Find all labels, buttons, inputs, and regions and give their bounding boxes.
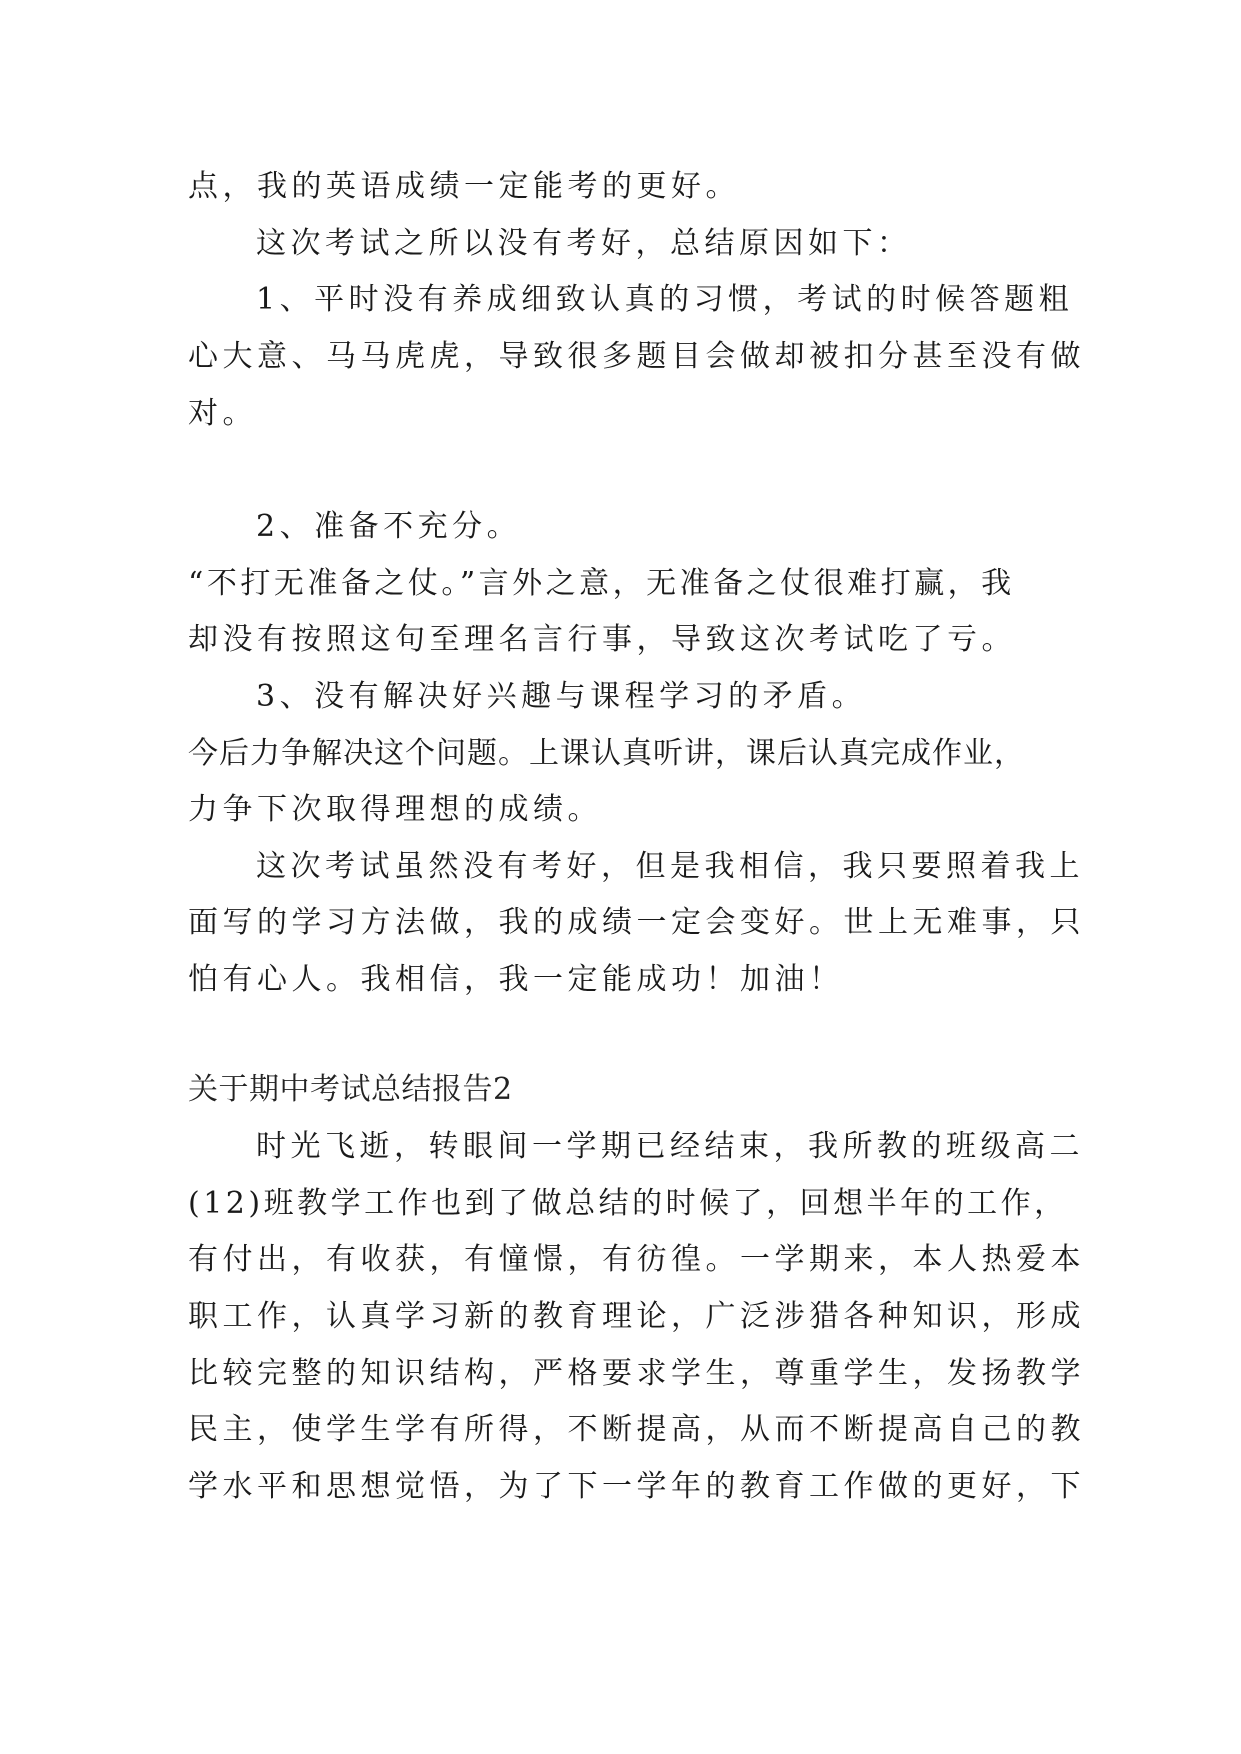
text-line: 力争下次取得理想的成绩。 (188, 792, 602, 827)
text-line: 面写的学习方法做，我的成绩一定会变好。世上无难事，只 (188, 905, 1085, 940)
text-line: 心大意、马马虎虎，导致很多题目会做却被扣分甚至没有做 (188, 339, 1085, 374)
text-line: 职工作，认真学习新的教育理论，广泛涉猎各种知识，形成 (188, 1299, 1085, 1334)
text-line: 时光飞逝，转眼间一学期已经结束，我所教的班级高二 (256, 1129, 1084, 1164)
text-line: “不打无准备之仗。”言外之意，无准备之仗很难打赢，我 (188, 566, 1015, 601)
list-item-1: 1、平时没有养成细致认真的习惯，考试的时候答题粗 (256, 282, 1074, 317)
text-line: 比较完整的知识结构，严格要求学生，尊重学生，发扬教学 (188, 1356, 1085, 1391)
text-line: (12)班教学工作也到了做总结的时候了，回想半年的工作， (188, 1186, 1068, 1221)
list-item-3: 3、没有解决好兴趣与课程学习的矛盾。 (256, 679, 867, 714)
text-line: 却没有按照这句至理名言行事，导致这次考试吃了亏。 (188, 622, 1016, 657)
text-line: 有付出，有收获，有憧憬，有彷徨。一学期来，本人热爱本 (188, 1242, 1085, 1277)
text-line: 今后力争解决这个问题。上课认真听讲，课后认真完成作业， (188, 736, 1025, 771)
section-heading: 关于期中考试总结报告2 (188, 1072, 513, 1107)
text-line: 对。 (188, 396, 257, 431)
text-line: 这次考试虽然没有考好，但是我相信，我只要照着我上 (256, 849, 1084, 884)
text-line: 点，我的英语成绩一定能考的更好。 (188, 169, 740, 204)
text-line: 学水平和思想觉悟，为了下一学年的教育工作做的更好，下 (188, 1469, 1085, 1504)
text-line: 这次考试之所以没有考好，总结原因如下： (256, 226, 912, 261)
text-line: 民主，使学生学有所得，不断提高，从而不断提高自己的教 (188, 1412, 1085, 1447)
text-line: 怕有心人。我相信，我一定能成功！加油！ (188, 962, 844, 997)
list-item-2: 2、准备不充分。 (256, 509, 522, 544)
